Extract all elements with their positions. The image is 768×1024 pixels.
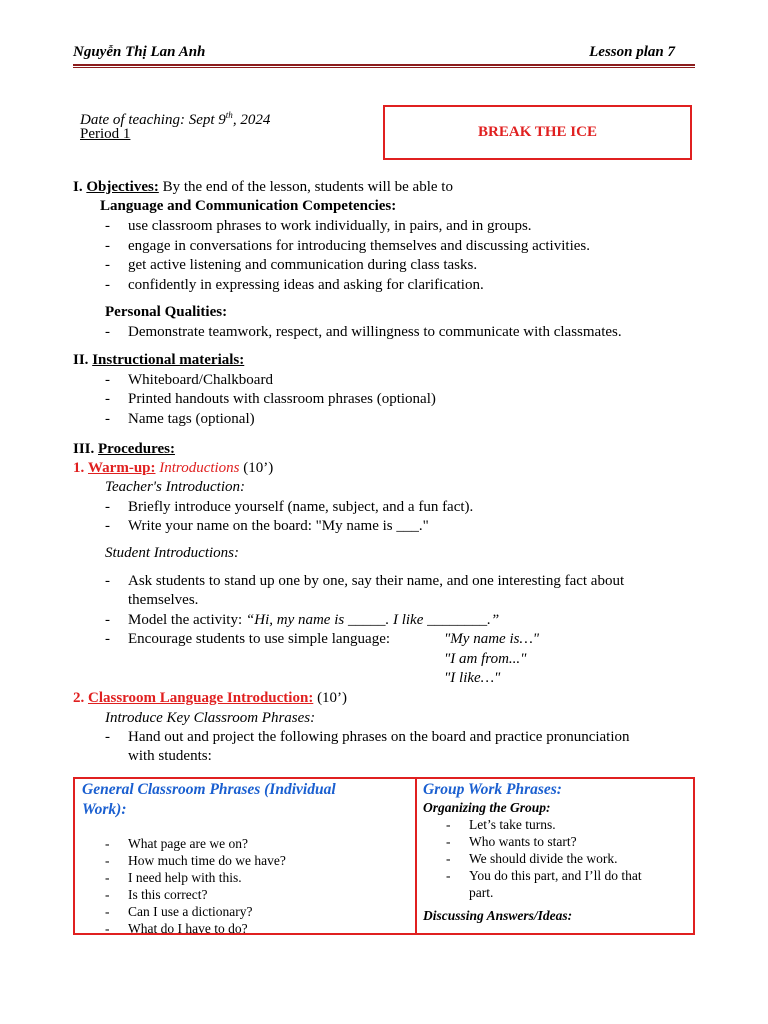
list-item: - Ask students to stand up one by one, say their name, and one interesting fact about <box>105 573 625 589</box>
individual-phrases-title: General Classroom Phrases (Individual Work): <box>82 781 336 818</box>
list-item: - use classroom phrases to work individually, in pairs, and in groups. <box>105 218 532 234</box>
list-item: - I need help with this. <box>105 870 242 885</box>
list-item: - Hand out and project the following phrases on the board and practice pronunciation <box>105 729 630 745</box>
key-phrases-heading: Introduce Key Classroom Phrases: <box>105 710 316 726</box>
discussing-answers-heading: Discussing Answers/Ideas: <box>423 908 573 923</box>
list-item: - confidently in expressing ideas and asking for clarification. <box>105 277 484 293</box>
phrases-table <box>73 777 695 935</box>
list-item: - get active listening and communication during class tasks. <box>105 257 478 273</box>
list-item-continuation: with students: <box>128 748 212 764</box>
list-item: - engage in conversations for introducing themselves and discussing activities. <box>105 238 590 254</box>
individual-phrases-cell <box>74 778 416 934</box>
list-item: - Briefly introduce yourself (name, subject, and a fun fact). <box>105 499 474 515</box>
classroom-language-heading: 2. Classroom Language Introduction: (10’) <box>73 690 348 706</box>
list-item: - You do this part, and I’ll do that <box>446 868 642 883</box>
list-item: - Model the activity: “Hi, my name is _____. I like ________.” <box>105 612 500 628</box>
group-phrases-cell <box>416 778 694 934</box>
list-item: - Write your name on the board: "My name is ___." <box>105 518 429 534</box>
list-item: - Whiteboard/Chalkboard <box>105 372 273 388</box>
group-phrases-title: Group Work Phrases: <box>423 781 562 798</box>
list-item: - Name tags (optional) <box>105 411 255 427</box>
warmup-heading: 1. Warm-up: Introductions (10’) <box>73 460 274 476</box>
author-name: Nguyễn Thị Lan Anh <box>73 44 206 60</box>
materials-heading: II. Instructional materials: <box>73 352 245 368</box>
header-rule <box>73 64 695 66</box>
example-phrase: "My name is…" <box>444 631 540 647</box>
student-intro-heading: Student Introductions: <box>105 545 240 561</box>
list-item: - How much time do we have? <box>105 853 286 868</box>
list-item: - Demonstrate teamwork, respect, and willingness to communicate with classmates. <box>105 324 622 340</box>
personal-qualities-heading: Personal Qualities: <box>105 304 228 320</box>
header-rule-thin <box>73 67 695 68</box>
list-item: - Is this correct? <box>105 887 208 902</box>
list-item: - We should divide the work. <box>446 851 618 866</box>
list-item-continuation: part. <box>469 885 494 900</box>
list-item: - Can I use a dictionary? <box>105 904 253 919</box>
teacher-intro-heading: Teacher's Introduction: <box>105 479 246 495</box>
date-of-teaching: Date of teaching: Sept 9th, 2024 <box>80 110 271 128</box>
list-item-continuation: themselves. <box>128 592 199 608</box>
list-item: - Let’s take turns. <box>446 817 556 832</box>
individual-phrases-list <box>75 835 405 937</box>
procedures-heading: III. Procedures: <box>73 441 175 457</box>
period: Period 1 <box>80 126 131 142</box>
list-item: - What page are we on? <box>105 836 248 851</box>
list-item: - Printed handouts with classroom phrases (optional) <box>105 391 436 407</box>
list-item: - Who wants to start? <box>446 834 577 849</box>
list-item: - What do I have to do? <box>105 921 248 936</box>
list-item: - Encourage students to use simple language: <box>105 631 391 647</box>
lang-competencies-heading: Language and Communication Competencies: <box>100 198 397 214</box>
objectives-heading: I. Objectives: By the end of the lesson, students will be able to <box>73 179 453 195</box>
lesson-number: Lesson plan 7 <box>589 44 675 60</box>
example-phrase: "I like…" <box>444 670 501 686</box>
lesson-title-box <box>383 105 692 160</box>
lesson-title: BREAK THE ICE <box>478 124 597 140</box>
organizing-group-heading: Organizing the Group: <box>423 800 551 815</box>
example-phrase: "I am from..." <box>444 651 527 667</box>
group-phrases-list <box>417 816 692 901</box>
